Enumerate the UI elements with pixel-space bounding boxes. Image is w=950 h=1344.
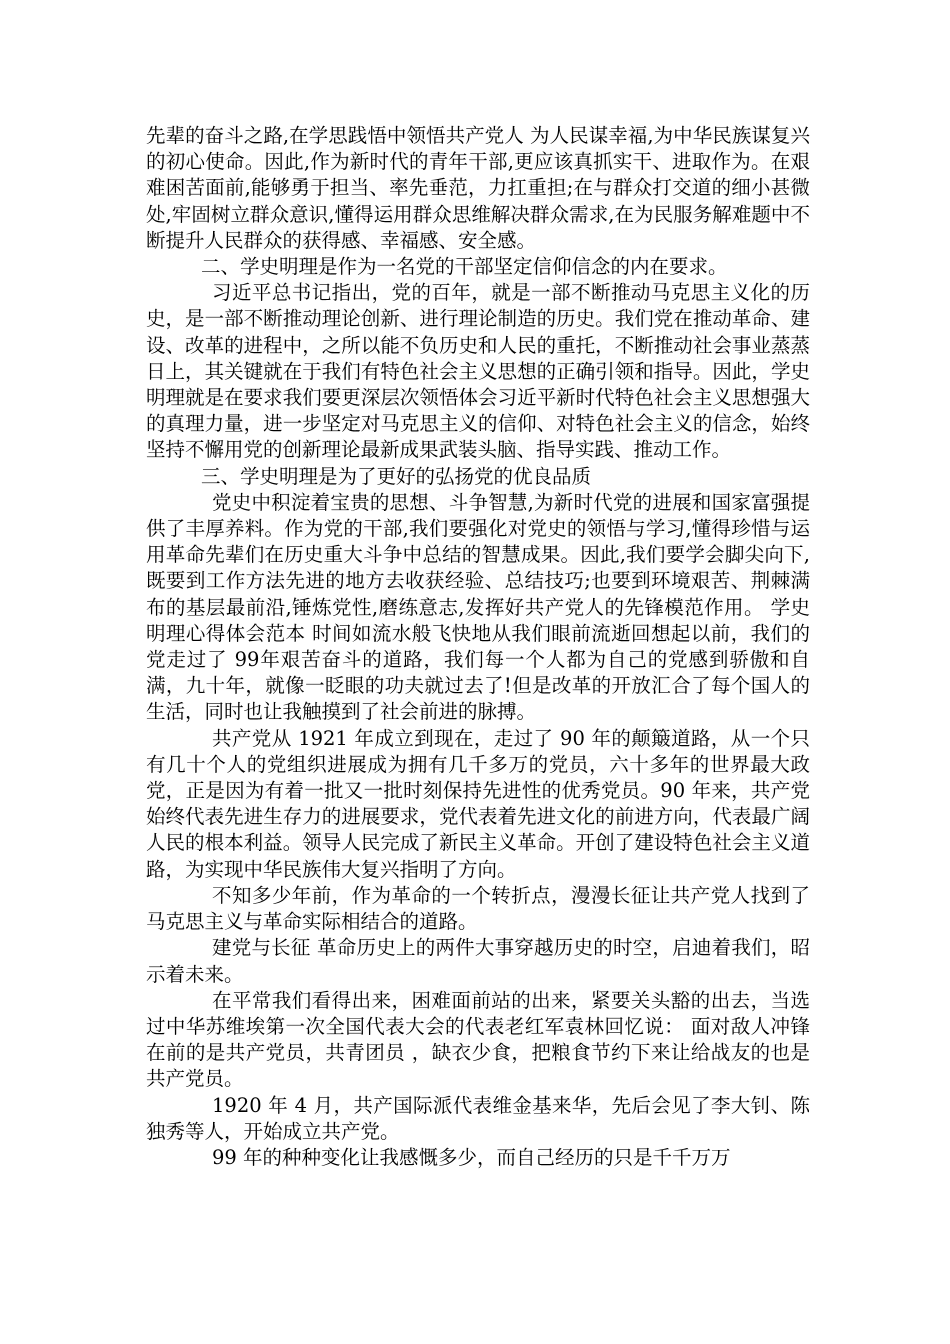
paragraph: 党史中积淀着宝贵的思想、斗争智慧,为新时代党的进展和国家富强提供了丰厚养料。作为党的干部,我们要强化对党史的领悟与学习,懂得珍惜与运用革命先辈们在历史重大斗争中总结的智慧成果。因此,我们要学会脚尖向下,既要到工作方法先进的地方去收获经验、总结技巧;也要到环境艰苦、荆棘满布的基层最前沿,锤炼党性,磨练意志,发挥好共产党人的先锋模范作用。 学史明理心得体会范本 时间如流水般飞快地从我们眼前流逝回想起以前，我们的党走过了 99年艰苦奋斗的道路，我们每一个人都为自己的党感到骄傲和自满，九十年，就像一眨眼的功夫就过去了!但是改革的开放汇合了每个国人的生活，同时也让我触摸到了社会前进的脉搏。 [146, 490, 810, 724]
paragraph: 99 年的种种变化让我感慨多少，而自己经历的只是千千万万 [212, 1145, 731, 1169]
paragraph: 在平常我们看得出来，困难面前站的出来，紧要关头豁的出去，当选过中华苏维埃第一次全国代表大会的代表老红军袁林回忆说： 面对敌人冲锋在前的是共产党员，共青团员 ，缺衣少食，把粮食节约下来让给战友的也是共产党员。 [146, 988, 810, 1091]
paragraph: 共产党从 1921 年成立到现在，走过了 90 年的颠簸道路，从一个只有几十个人的党组织进展成为拥有几千多万的党员，六十多年的世界最大政党，正是因为有着一批又一批时刻保持先进性的优秀党员。90 年来，共产党始终代表先进生存力的进展要求，党代表着先进文化的前进方向，代表最广阔人民的根本利益。领导人民完成了新民主义革命。开创了建设特色社会主义道路，为实现中华民族伟大复兴指明了方向。 [146, 726, 810, 881]
paragraph: 不知多少年前，作为革命的一个转折点，漫漫长征让共产党人找到了马克思主义与革命实际相结合的道路。 [146, 883, 810, 934]
paragraph-continuation: 先辈的奋斗之路,在学思践悟中领悟共产党人 为人民谋幸福,为中华民族谋复兴 的初心使命。因此,作为新时代的青年干部,更应该真抓实干、进取作为。在艰难困苦面前,能够勇于担当、率先垂范，力扛重担;在与群众打交道的细小甚微处,牢固树立群众意识,懂得运用群众思维解决群众需求,在为民服务解难题中不断提升人民群众的获得感、幸福感、安全感。 [146, 124, 810, 252]
paragraph: 1920 年 4 月，共产国际派代表维金基来华，先后会见了李大钊、陈独秀等人，开始成立共产党。 [146, 1093, 810, 1143]
paragraph: 习近平总书记指出，党的百年，就是一部不断推动马克思主义化的历史，是一部不断推动理论创新、进行理论制造的历史。我们党在推动革命、建设、改革的进程中，之所以能不负历史和人民的重托，不断推动社会事业蒸蒸日上，其关键就在于我们有特色社会主义思想的正确引领和指导。因此，学史明理就是在要求我们要更深层次领悟体会习近平新时代特色社会主义思想强大的真理力量，进一步坚定对马克思主义的信仰、对特色社会主义的信念，始终坚持不懈用党的创新理论最新成果武装头脑、指导实践、推动工作。 [146, 281, 810, 462]
section-heading-3: 三、学史明理是为了更好的弘扬党的优良品质 [201, 464, 592, 488]
section-heading-2: 二、学史明理是作为一名党的干部坚定信仰信念的内在要求。 [201, 255, 728, 279]
document-page [146, 123, 810, 1171]
paragraph: 建党与长征 革命历史上的两件大事穿越历史的时空，启迪着我们，昭示着未来。 [146, 936, 810, 986]
